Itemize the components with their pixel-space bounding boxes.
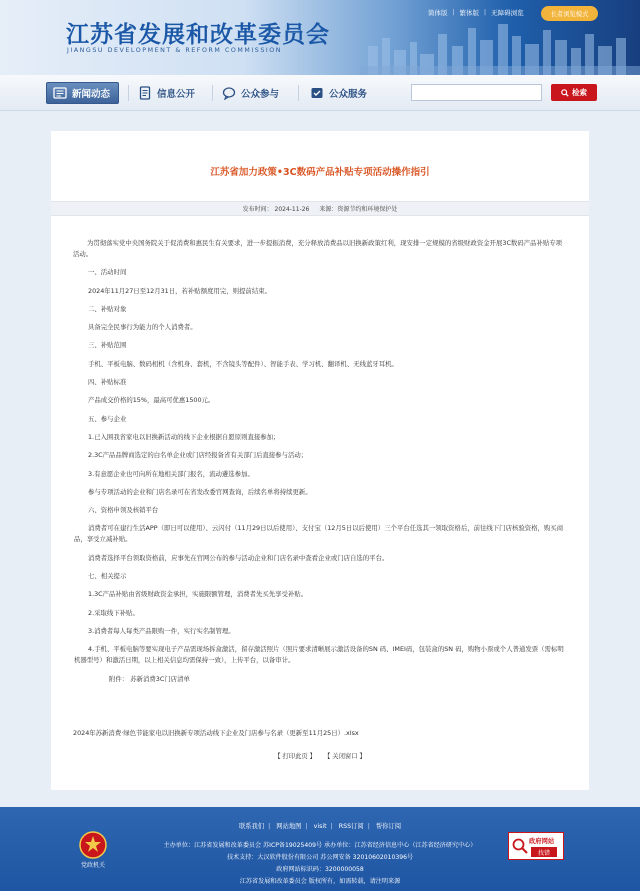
simplified-chinese-link[interactable]: 简体版 [428,9,448,17]
article-meta [51,201,589,216]
section-heading: 三、补贴范围 [88,341,127,350]
search-button-label: 检索 [572,88,587,97]
close-window-link[interactable]: 【 关闭窗口 】 [324,753,366,760]
section-heading: 一、活动时间 [88,268,127,277]
paragraph: 参与专项活动的企业和门店名录可在省发改委官网查询，后续名单将持续更新。 [88,487,312,496]
site-title: 江苏省发展和改革委员会 [66,21,330,48]
section-heading: 五、参与企业 [88,414,127,423]
nav-divider [128,85,129,101]
nav-info-disclosure[interactable] [132,82,203,104]
main-nav [0,75,640,111]
publish-time: 发布时间： 2024-11-26 [242,206,310,213]
accessibility-link[interactable]: 无障碍浏览 [491,9,524,17]
search-button[interactable] [551,84,597,101]
document-icon [138,86,152,100]
article-panel [51,131,589,790]
visit-link[interactable]: visit [313,823,327,830]
search-input[interactable] [411,84,542,101]
article-title: 江苏省加力政策•3C数码产品补贴专项活动操作指引 [210,167,430,178]
paragraph: 产品成交价格的15%，最高可优惠1500元。 [88,396,215,405]
service-icon [310,86,324,100]
nav-participation-label: 公众参与 [241,89,280,100]
separator: | [452,9,455,16]
article-body [73,238,567,685]
footer-copyright: 江苏省发展和改革委员会 版权所有，如需转载，请注明来源 [239,878,401,885]
nav-service-label: 公众服务 [329,89,368,100]
nav-news[interactable] [46,82,119,104]
section-heading: 四、补贴标准 [88,378,127,387]
intro-paragraph: 为贯彻落实党中央国务院关于促消费和惠民生有关要求，进一步提振消费，充分释放消费品以旧换新政策红利，现安排一定规模的省级财政资金开展3C数码产品补贴专项活动。 [73,239,563,258]
nav-divider [212,85,213,101]
news-icon [53,86,67,100]
nav-public-service[interactable] [304,82,375,104]
nav-public-participation[interactable] [216,82,287,104]
footer-links: 联系我们 | 网站地图 | visit | RSS订阅 | 帮你订阅 [238,823,402,830]
nav-news-label: 新闻动态 [72,89,111,100]
paragraph: 2.3C产品品牌商选定的白名单企业或门店经报备省有关部门后直接参与活动； [88,451,308,460]
elder-mode-button[interactable]: 长者浏览模式 [541,6,598,21]
emblem-label: 党政机关 [80,862,106,869]
paragraph: 消费者选择平台领取资格前，应事先在官网公布的参与活动企业和门店名录中查看企业或门店自选的平台。 [88,553,389,562]
attachment-file-link[interactable]: 2024年苏新消费·绿色节能家电以旧换新专项活动线下企业及门店参与名录（更新至11月25日）.xlsx [73,729,359,737]
section-heading: 六、资格申领及核销平台 [88,506,159,515]
subscribe-link[interactable]: 帮你订阅 [375,823,402,830]
gov-site-error-report-badge[interactable] [508,832,564,860]
search-icon [561,89,569,97]
nav-divider [298,85,299,101]
magnifier-icon [512,838,528,854]
correction-label-top: 政府网站 [529,838,555,845]
paragraph: 消费者可在建行生活APP（即日可以使用）、云闪付（11月29日以后使用）、支付宝（12月5日以后使用）三个平台任选其一领取资格后，前往线下门店核验资格，购买商品，享受立减补贴。 [74,524,564,544]
footer-site-id: 政府网站标识码：3200000058 [276,866,364,873]
contact-us-link[interactable]: 联系我们 [238,823,265,830]
correction-label-bottom: 找错 [531,847,557,857]
print-page-link[interactable]: 【 打印此页 】 [274,753,316,760]
party-government-emblem[interactable] [77,830,109,870]
rss-link[interactable]: RSS订阅 [338,823,364,830]
separator: | [484,9,487,16]
paragraph: 手机、平板电脑、数码相机（含机身、套机，不含镜头等配件）、智能手表、学习机、翻译机、无线蓝牙耳机。 [88,359,398,368]
chat-bubble-icon [222,86,236,100]
paragraph: 1.3C产品补贴由省级财政资金承担，实施限额管理，消费者先买先享受补贴。 [88,590,308,599]
footer-support: 技术支持：大汉软件股份有限公司 苏公网安备 32010602010396号 [226,854,414,861]
footer-sponsor: 主办单位：江苏省发展和改革委员会 苏ICP备19025409号 承办单位：江苏省经济信息中心（江苏省经济研究中心） [163,842,477,849]
top-links [428,8,524,17]
traditional-chinese-link[interactable]: 繁体版 [459,9,480,17]
paragraph: 2.采取线下补贴。 [88,608,139,617]
paragraph: 2024年11月27日至12月31日，若补贴额度用完，则提前结束。 [88,286,271,295]
paragraph: 3.消费者每人每类产品限购一件，实行实名制管理。 [88,626,235,635]
attachment-label[interactable]: 附件： 苏新消费3C门店清单 [109,674,190,683]
section-heading: 二、补贴对象 [88,304,127,313]
paragraph: 1.已入围我省家电以旧换新活动的线下企业根据自愿原则直接参加； [88,432,280,441]
section-heading: 七、相关提示 [88,572,127,581]
city-skyline-image [360,16,640,75]
paragraph: 具备完全民事行为能力的个人消费者。 [88,323,197,332]
paragraph: 4.手机、平板电脑等要实现电子产品需现场拆盒激活，留存激活照片（照片要求清晰展示激活设备的SN 码、IMEI码，包装盒的SN 码，购物小票或个人普通发票（需标明机器型号）和激活日期，以上相关信息均需保持一致），上传平台，以备审计。 [74,645,564,665]
site-subtitle: JIANGSU DEVELOPMENT & REFORM COMMISSION [67,47,283,54]
header-banner [0,0,640,75]
paragraph: 3.有意愿企业也可向所在地相关部门报名，流动遴选参加。 [88,469,254,478]
article-source: 来源：资源节约和环境保护处 [319,206,398,213]
nav-info-label: 信息公开 [157,89,196,100]
site-map-link[interactable]: 网站地图 [276,823,302,830]
article-actions [51,751,589,760]
